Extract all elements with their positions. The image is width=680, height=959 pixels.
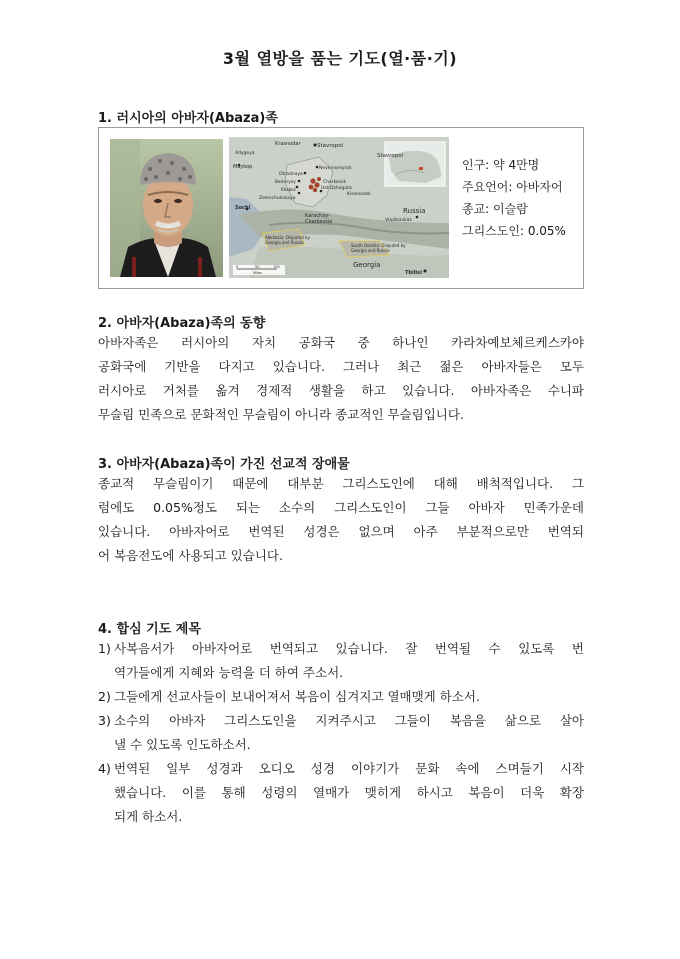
stat-religion: 종교: 이슬람 [462, 202, 528, 216]
map-label-zelenchukskaya: Zelenchukskaya [259, 196, 296, 201]
prayer-item-line: 사복음서가 아바자어로 번역되고 있습니다. 잘 번역될 수 있도록 번 [114, 641, 584, 656]
map-label-cherkessia: Cherkessia [305, 219, 333, 225]
map-label-maykop: Maykop [233, 164, 253, 170]
section-2-paragraph [98, 331, 584, 427]
paragraph-line: 러시아로 거처를 옮겨 경제적 생활을 하고 있습니다. 아바자족은 수니파 [98, 383, 584, 398]
map-label-khabez: Khabez [281, 187, 296, 192]
prayer-item-number: 4) [98, 761, 111, 776]
map-label-georgia: Georgia [353, 261, 381, 269]
prayer-item-line: 소수의 아바자 그리스도인을 지켜주시고 그들이 복음을 삶으로 살아 [114, 713, 584, 728]
map-label-south-ossetia-2: Georgia and Russia [351, 248, 390, 253]
prayer-item-number: 3) [98, 713, 111, 728]
map-label-adygeya: Adygeya [235, 151, 255, 156]
map-label-cherkessk: Cherkessk [323, 180, 347, 185]
page-title: 3월 열방을 품는 기도(열·품·기) [222, 49, 458, 68]
prayer-item-line: 했습니다. 이를 통해 성령의 열매가 맺히게 하시고 복음이 더욱 확장 [114, 785, 584, 800]
stat-christians: 그리스도인: 0.05% [462, 224, 566, 238]
paragraph-line: 공화국에 기반을 다지고 있습니다. 그러나 최근 젊은 아바자들은 모두 [98, 359, 584, 374]
paragraph-line: 럼에도 0.05%정도 되는 소수의 그리스도인이 그들 아바자 민족가운데 [98, 500, 584, 515]
map-label-abkhazia-2: Georgia and Russia [265, 240, 304, 245]
scale-label-100: 100 [273, 265, 280, 269]
map-label-stavropol: Stavropol [377, 153, 404, 159]
section-4-heading: 4. 합심 기도 제목 [98, 622, 201, 637]
paragraph-line: 무슬림 민족으로 문화적인 무슬림이 아니라 종교적인 무슬림입니다. [98, 407, 464, 422]
prayer-item [98, 685, 584, 709]
map-label-karachay: Karachay- [305, 213, 331, 219]
map-label-russia: Russia [403, 207, 426, 215]
map-label-ust-dzheguta: Ust-Dzheguta [321, 186, 352, 191]
prayer-item [98, 637, 584, 685]
prayer-item-line: 번역된 일부 성경과 오디오 성경 이야기가 문화 속에 스며들기 시작 [114, 761, 584, 776]
section-3-heading: 3. 아바자(Abaza)족이 가진 선교적 장애물 [98, 457, 350, 472]
map-label-beslenyey: Beslenyey [275, 179, 296, 184]
prayer-item [98, 709, 584, 757]
map-label-nevinnomyssk: Nevinnomyssk [319, 166, 352, 171]
section-2-heading: 2. 아바자(Abaza)족의 동향 [98, 316, 266, 331]
paragraph-line: 종교적 무슬림이기 때문에 대부분 그리스도인에 대해 배척적입니다. 그 [98, 476, 584, 491]
stat-language: 주요언어: 아바자어 [462, 180, 563, 194]
prayer-item-line: 낼 수 있도록 인도하소서. [114, 737, 251, 752]
map-label-south-ossetia-1: South Ossetia: Disputed by [351, 243, 406, 248]
scale-label-50: 50 [255, 265, 260, 269]
map-label-krasnodar: Krasnodar [275, 141, 301, 147]
region-map [229, 137, 449, 278]
paragraph-line: 있습니다. 아바자어로 번역된 성경은 없으며 아주 부분적으로만 번역되 [98, 524, 584, 539]
prayer-list [98, 637, 584, 829]
paragraph-line: 어 복음전도에 사용되고 있습니다. [98, 548, 283, 563]
people-info-box [98, 127, 584, 289]
scale-label-0: 0 [236, 265, 239, 269]
people-stats [462, 154, 566, 242]
section-1-heading: 1. 러시아의 아바자(Abaza)족 [98, 111, 278, 126]
prayer-item [98, 757, 584, 829]
stat-population: 인구: 약 4만명 [462, 158, 540, 172]
map-label-sochi: Sochi [235, 205, 251, 211]
scale-label-unit: Miles [253, 271, 262, 275]
portrait-photo [110, 139, 223, 277]
map-label-otradnaya: Otradnaya [279, 172, 303, 177]
prayer-item-line: 그들에게 선교사들이 보내어져서 복음이 심겨지고 열매맺게 하소서. [114, 689, 480, 704]
prayer-item-line: 되게 하소서. [114, 809, 183, 824]
map-label-tbilisi: Tbilisi [405, 270, 422, 276]
prayer-item-number: 1) [98, 641, 111, 656]
map-label-kislovodsk: Kislovodsk [347, 192, 371, 197]
map-label-abkhazia-1: Abkhazia: Disputed by [265, 235, 310, 240]
prayer-item-line: 역가들에게 지혜와 능력을 더 하여 주소서. [114, 665, 344, 680]
map-label-stavropol-top: Stavropol [317, 143, 344, 149]
prayer-item-number: 2) [98, 689, 111, 704]
paragraph-line: 아바자족은 러시아의 자치 공화국 중 하나인 카라차예보체르케스카야 [98, 335, 584, 350]
map-label-vladikavkaz: Vladikavkaz [385, 218, 412, 223]
section-3-paragraph [98, 472, 584, 568]
